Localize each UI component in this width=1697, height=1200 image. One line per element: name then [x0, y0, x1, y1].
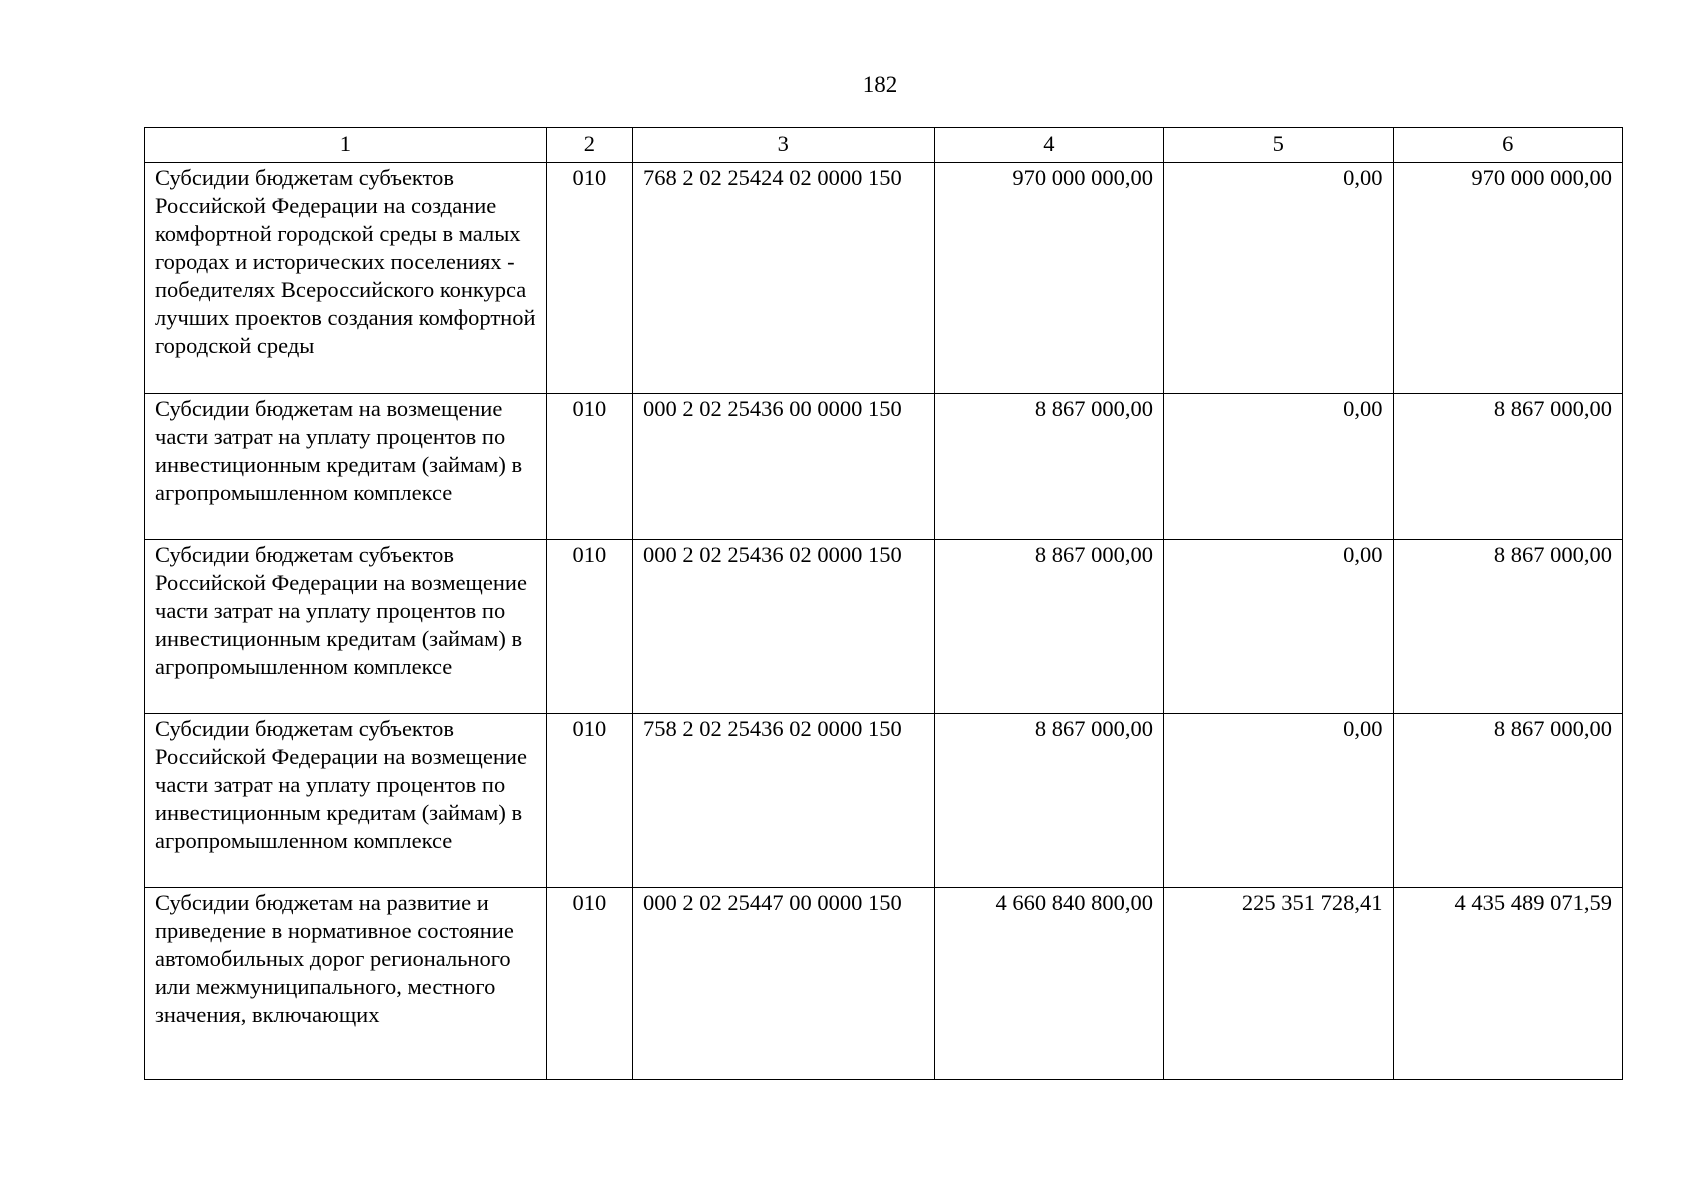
row-value-5: 0,00	[1164, 540, 1393, 714]
table-row	[145, 540, 1623, 714]
row-kbk: 000 2 02 25436 02 0000 150	[632, 540, 934, 714]
table-row	[145, 714, 1623, 888]
row-value-5: 0,00	[1164, 163, 1393, 394]
row-value-4: 970 000 000,00	[934, 163, 1163, 394]
row-name: Субсидии бюджетам субъектов Российской Федерации на возмещение части затрат на уплату процентов по инвестиционным кредитам (займам) в агропромышленном комплексе	[145, 714, 547, 888]
row-kbk: 768 2 02 25424 02 0000 150	[632, 163, 934, 394]
table-row	[145, 394, 1623, 540]
row-value-6: 8 867 000,00	[1393, 714, 1623, 888]
column-header-3: 3	[632, 128, 934, 163]
row-value-4: 8 867 000,00	[934, 714, 1163, 888]
row-kbk: 000 2 02 25436 00 0000 150	[632, 394, 934, 540]
column-header-1: 1	[145, 128, 547, 163]
row-name: Субсидии бюджетам на развитие и приведение в нормативное состояние автомобильных дорог регионального или межмуниципального, местного значения, включающих	[145, 888, 547, 1080]
row-value-6: 8 867 000,00	[1393, 394, 1623, 540]
row-value-5: 225 351 728,41	[1164, 888, 1393, 1080]
row-name: Субсидии бюджетам субъектов Российской Федерации на возмещение части затрат на уплату процентов по инвестиционным кредитам (займам) в агропромышленном комплексе	[145, 540, 547, 714]
row-value-5: 0,00	[1164, 394, 1393, 540]
column-header-2: 2	[546, 128, 632, 163]
row-kbk: 000 2 02 25447 00 0000 150	[632, 888, 934, 1080]
row-kbk: 758 2 02 25436 02 0000 150	[632, 714, 934, 888]
row-code: 010	[546, 163, 632, 394]
column-header-6: 6	[1393, 128, 1623, 163]
page-number: 182	[862, 72, 898, 97]
row-value-4: 8 867 000,00	[934, 394, 1163, 540]
row-value-5: 0,00	[1164, 714, 1393, 888]
row-code: 010	[546, 540, 632, 714]
row-name: Субсидии бюджетам на возмещение части затрат на уплату процентов по инвестиционным кредитам (займам) в агропромышленном комплексе	[145, 394, 547, 540]
row-name: Субсидии бюджетам субъектов Российской Федерации на создание комфортной городской среды в малых городах и исторических поселениях - победителях Всероссийского конкурса лучших проектов создания комфортной городской среды	[145, 163, 547, 394]
row-code: 010	[546, 394, 632, 540]
row-value-6: 4 435 489 071,59	[1393, 888, 1623, 1080]
table-row	[145, 888, 1623, 1080]
row-code: 010	[546, 714, 632, 888]
table-row	[145, 163, 1623, 394]
column-header-5: 5	[1164, 128, 1393, 163]
row-value-6: 970 000 000,00	[1393, 163, 1623, 394]
table-header-row	[145, 128, 1623, 163]
row-code: 010	[546, 888, 632, 1080]
column-header-4: 4	[934, 128, 1163, 163]
row-value-4: 4 660 840 800,00	[934, 888, 1163, 1080]
budget-table	[144, 127, 1623, 1080]
row-value-6: 8 867 000,00	[1393, 540, 1623, 714]
row-value-4: 8 867 000,00	[934, 540, 1163, 714]
